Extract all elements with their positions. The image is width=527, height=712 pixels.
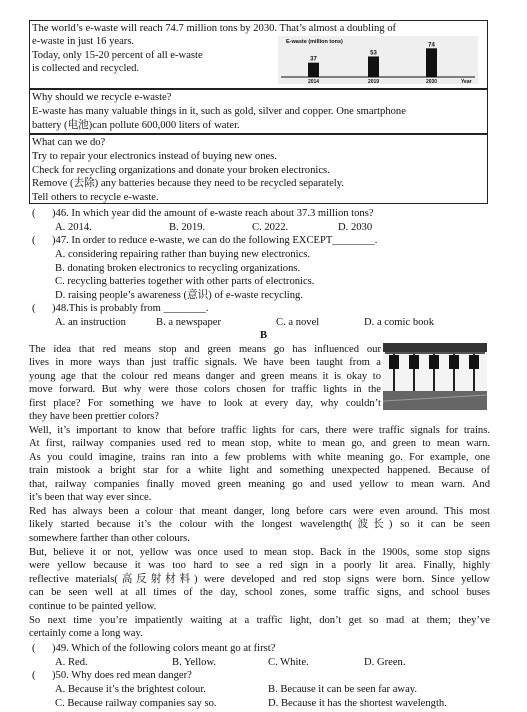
q46-bracket: ( [32, 208, 36, 219]
q49-option-c[interactable]: C. White. [268, 657, 309, 668]
passage-line: first place? For something we have to look at every day, why couldn’t [29, 397, 381, 409]
todo-line-4: Tell others to recycle e-waste. [32, 192, 159, 203]
q50-option-d[interactable]: D. Because it has the shortest wavelength. [268, 698, 447, 709]
ewaste-bar-chart [278, 36, 478, 84]
todo-line-3: Remove (去除) any batteries because they need to be recycled separately. [32, 178, 344, 189]
q47-option-b[interactable]: B. donating broken electronics to recycling organizations. [55, 263, 301, 274]
bar-value-label: 37 [310, 56, 317, 63]
why-line-2: battery (电池)can pollute 600,000 liters of water. [32, 120, 240, 131]
q48-option-a[interactable]: A. an instruction [55, 317, 126, 328]
q48-bracket: ( [32, 303, 36, 314]
traffic-signal-photo [383, 343, 487, 410]
passage-line: reflective materials(高反射材料) were developed and red stop signs were born. Since yellow [29, 573, 490, 585]
q46-stem: )46. In which year did the amount of e-waste reach about 37.3 million tons? [52, 208, 374, 219]
ewaste-chart-svg [278, 36, 478, 84]
passage-line: Red has always been a colour that meant danger, long before cars were even around. This most [29, 506, 490, 517]
q49-bracket: ( [32, 643, 36, 654]
passage-line: Well, it’s important to know that before traffic lights for cars, there were traffic signals for trains. [29, 425, 490, 436]
todo-line-1: Try to repair your electronics instead of buying new ones. [32, 151, 277, 162]
passage-line: train mistook a bright star for a white light and something unexpected happened. Because of [29, 465, 490, 477]
q47-option-a[interactable]: A. considering repairing rather than buying new electronics. [55, 249, 311, 260]
passage-line: it’s been that way ever since. [29, 492, 152, 504]
bar-2019 [368, 56, 379, 77]
passage-paragraph-3 [29, 505, 490, 545]
q50-bracket: ( [32, 670, 36, 681]
q49-option-d[interactable]: D. Green. [364, 657, 406, 668]
passage-line: So next time you’re impatiently waiting at a traffic light, don’t get so mad at them; they’ve [29, 615, 490, 626]
passage-paragraph-5 [29, 614, 490, 641]
section-b-heading: B [259, 330, 268, 341]
passage-paragraph-1 [29, 343, 381, 423]
passage-line: At first, railway companies used red to mean stop, white to mean go, and green to mean warn. [29, 438, 490, 450]
passage-paragraph-4 [29, 546, 490, 613]
passage-paragraph-2 [29, 424, 490, 504]
passage-line: somewhere farther than other colours. [29, 532, 190, 544]
q46-option-a[interactable]: A. 2014. [55, 222, 92, 233]
x-tick-label: 2014 [307, 79, 320, 84]
q46-option-d[interactable]: D. 2030 [338, 222, 373, 233]
why-line-1: E-waste has many valuable things in it, such as gold, silver and copper. One smartphone [32, 106, 406, 117]
q46-option-c[interactable]: C. 2022. [252, 222, 289, 233]
what-can-we-do-box [29, 134, 488, 204]
passage-line: move forward. But why were those colors chosen for traffic lights in the [29, 384, 381, 396]
bar-2014 [308, 63, 319, 77]
bar-value-label: 74 [428, 42, 435, 49]
q47-option-d[interactable]: D. raising people’s awareness (意识) of e-waste recycling. [55, 290, 303, 301]
x-tick-label: 2019 [367, 79, 380, 84]
bar-value-label: 53 [370, 50, 377, 57]
q46-option-b[interactable]: B. 2019. [169, 222, 206, 233]
todo-heading: What can we do? [32, 137, 106, 148]
passage-line: The idea that red means stop and green means go has influenced our [29, 344, 381, 355]
q50-stem: )50. Why does red mean danger? [52, 670, 192, 681]
q48-option-c[interactable]: C. a novel [276, 317, 320, 328]
passage-line: young age that the colour red means danger and green means it is okay to [29, 370, 381, 382]
passage-line: continue to be painted yellow. [29, 600, 157, 612]
fact-line-3: Today, only 15-20 percent of all e-waste [32, 50, 203, 61]
passage-line: As you could imagine, trains ran into a few problems with white meaning go. For example, one [29, 451, 490, 463]
passage-line: likely started because it’s the colour with the longest wavelength(波长) so it can be seen [29, 519, 490, 531]
q48-stem: )48.This is probably from ________. [52, 303, 209, 314]
q47-bracket: ( [32, 235, 36, 246]
q50-option-c[interactable]: C. Because railway companies say so. [55, 698, 217, 709]
bar-2030 [426, 48, 437, 77]
q49-option-a[interactable]: A. Red. [55, 657, 88, 668]
q50-option-a[interactable]: A. Because it’s the brightest colour. [55, 684, 206, 695]
passage-line: But, believe it or not, yellow was once used to mean stop. Back in the 1900s, some stop signs [29, 547, 490, 558]
why-recycle-box [29, 89, 488, 134]
fact-line-1: The world’s e-waste will reach 74.7 million tons by 2030. That’s almost a doubling of [32, 23, 397, 34]
chart-x-label: Year [461, 79, 472, 84]
passage-line: they have been prettier colors? [29, 411, 160, 423]
x-tick-label: 2030 [425, 79, 438, 84]
q47-stem: )47. In order to reduce e-waste, we can do the following EXCEPT________. [52, 235, 378, 246]
fact-line-4: is collected and recycled. [32, 63, 140, 74]
why-heading: Why should we recycle e-waste? [32, 92, 172, 103]
passage-line: lives in more ways than just traffic signals. We have been taught from a [29, 357, 381, 369]
q48-option-d[interactable]: D. a comic book [364, 317, 435, 328]
q48-option-b[interactable]: B. a newspaper [156, 317, 222, 328]
q47-option-c[interactable]: C. recycling batteries together with other parts of electronics. [55, 276, 315, 287]
chart-title: E-waste (million tons) [286, 39, 343, 45]
q49-stem: )49. Which of the following colors meant go at first? [52, 643, 276, 654]
passage-line: were yellow because it was too hard to see a red sign in a poorly lit area. Finally, highly [29, 560, 490, 572]
todo-line-2: Check for recycling organizations and donate your broken electronics. [32, 165, 330, 176]
passage-line: certainly come a long way. [29, 628, 143, 640]
q49-option-b[interactable]: B. Yellow. [172, 657, 217, 668]
traffic-signal-illustration [383, 343, 487, 410]
q50-option-b[interactable]: B. Because it can be seen far away. [268, 684, 418, 695]
passage-line: can be seen well at all times of the day, school zones, some traffic signs, and school buses [29, 587, 490, 599]
fact-line-2: e-waste in just 16 years. [32, 36, 135, 47]
passage-line: that, railway companies finally moved green meaning go and used yellow to mean warn. And [29, 478, 490, 490]
